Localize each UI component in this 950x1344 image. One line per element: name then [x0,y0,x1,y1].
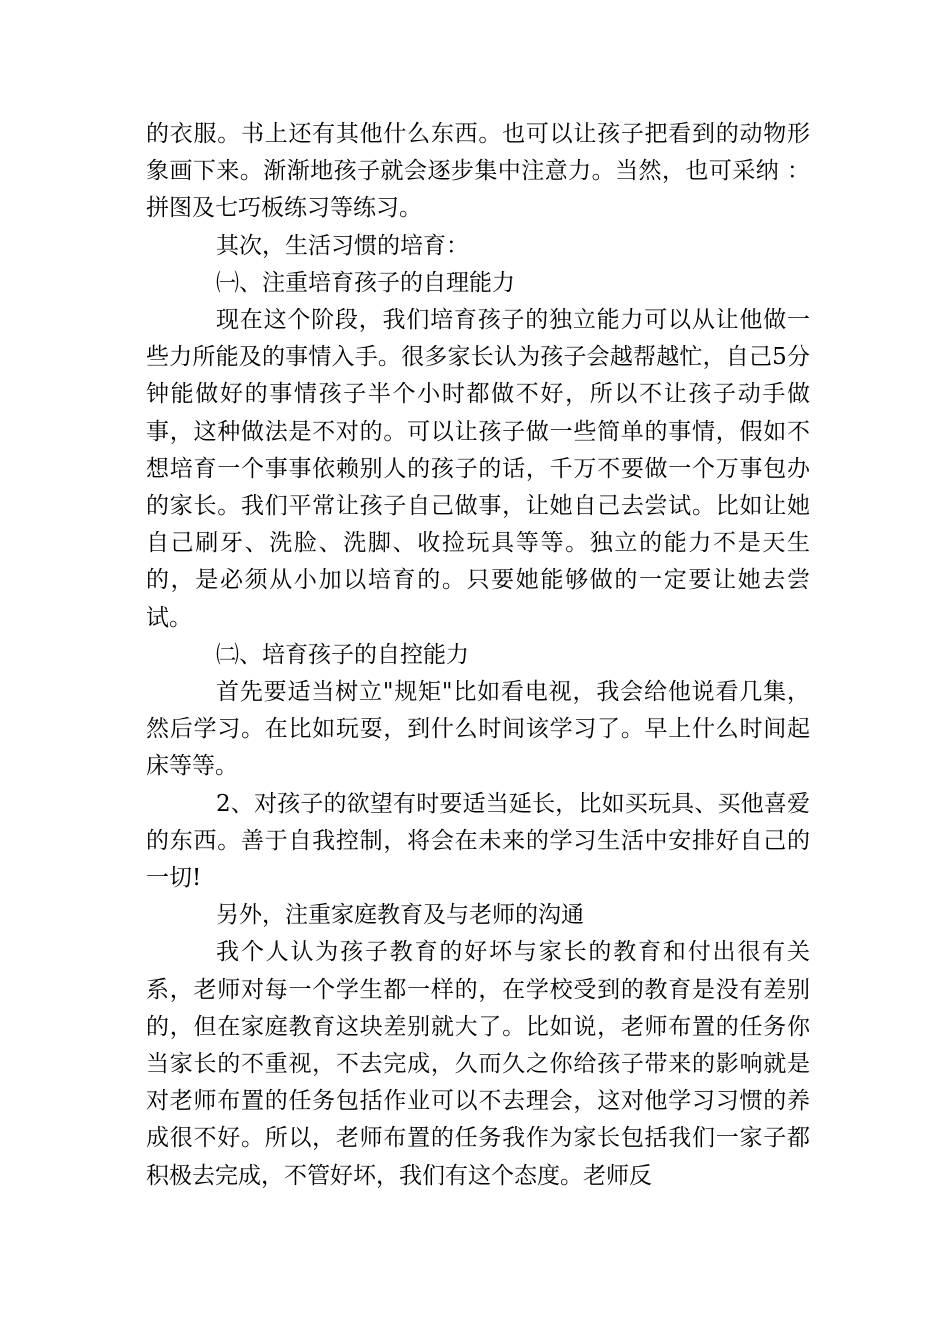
paragraph: 的衣服。书上还有其他什么东西。也可以让孩子把看到的动物形象画下来。渐渐地孩子就会逐步集中注意力。当然，也可采纳 ：拼图及七巧板练习等练习。 [146,121,810,222]
paragraph: 首先要适当树立"规矩"比如看电视，我会给他说看几集，然后学习。在比如玩耍，到什么时间该学习了。早上什么时间起床等等。 [146,679,810,780]
section-heading: ㈠、注重培育孩子的自理能力 [216,269,515,296]
body-text [146,116,810,1195]
paragraph: 2、对孩子的欲望有时要适当延长，比如买玩具、买他喜爱的东西。善于自我控制，将会在未来的学习生活中安排好自己的一切! [146,790,810,892]
paragraph: 其次，生活习惯的培育： [216,232,469,259]
section-heading: 另外，注重家庭教育及与老师的沟通 [216,902,584,929]
section-heading: ㈡、培育孩子的自控能力 [216,641,469,668]
paragraph: 现在这个阶段，我们培育孩子的独立能力可以从让他做一些力所能及的事情入手。很多家长认为孩子会越帮越忙，自己5分钟能做好的事情孩子半个小时都做不好，所以不让孩子动手做事，这种做法是不对的。可以让孩子做一些简单的事情，假如不想培育一个事事依赖别人的孩子的话，千万不要做一个万事包办的家长。我们平常让孩子自己做事，让她自己去尝试。比如让她自己刷牙、洗脸、洗脚、收捡玩具等等。独立的能力不是天生的，是必须从小加以培育的。只要她能够做的一定要让她去尝试。 [146,307,810,631]
paragraph: 我个人认为孩子教育的好坏与家长的教育和付出很有关系，老师对每一个学生都一样的，在学校受到的教育是没有差别的，但在家庭教育这块差别就大了。比如说，老师布置的任务你当家长的不重视，不去完成，久而久之你给孩子带来的影响就是对老师布置的任务包括作业可以不去理会，这对他学习习惯的养成很不好。所以，老师布置的任务我作为家长包括我们一家子都积极去完成，不管好坏，我们有这个态度。老师反 [146,939,810,1189]
